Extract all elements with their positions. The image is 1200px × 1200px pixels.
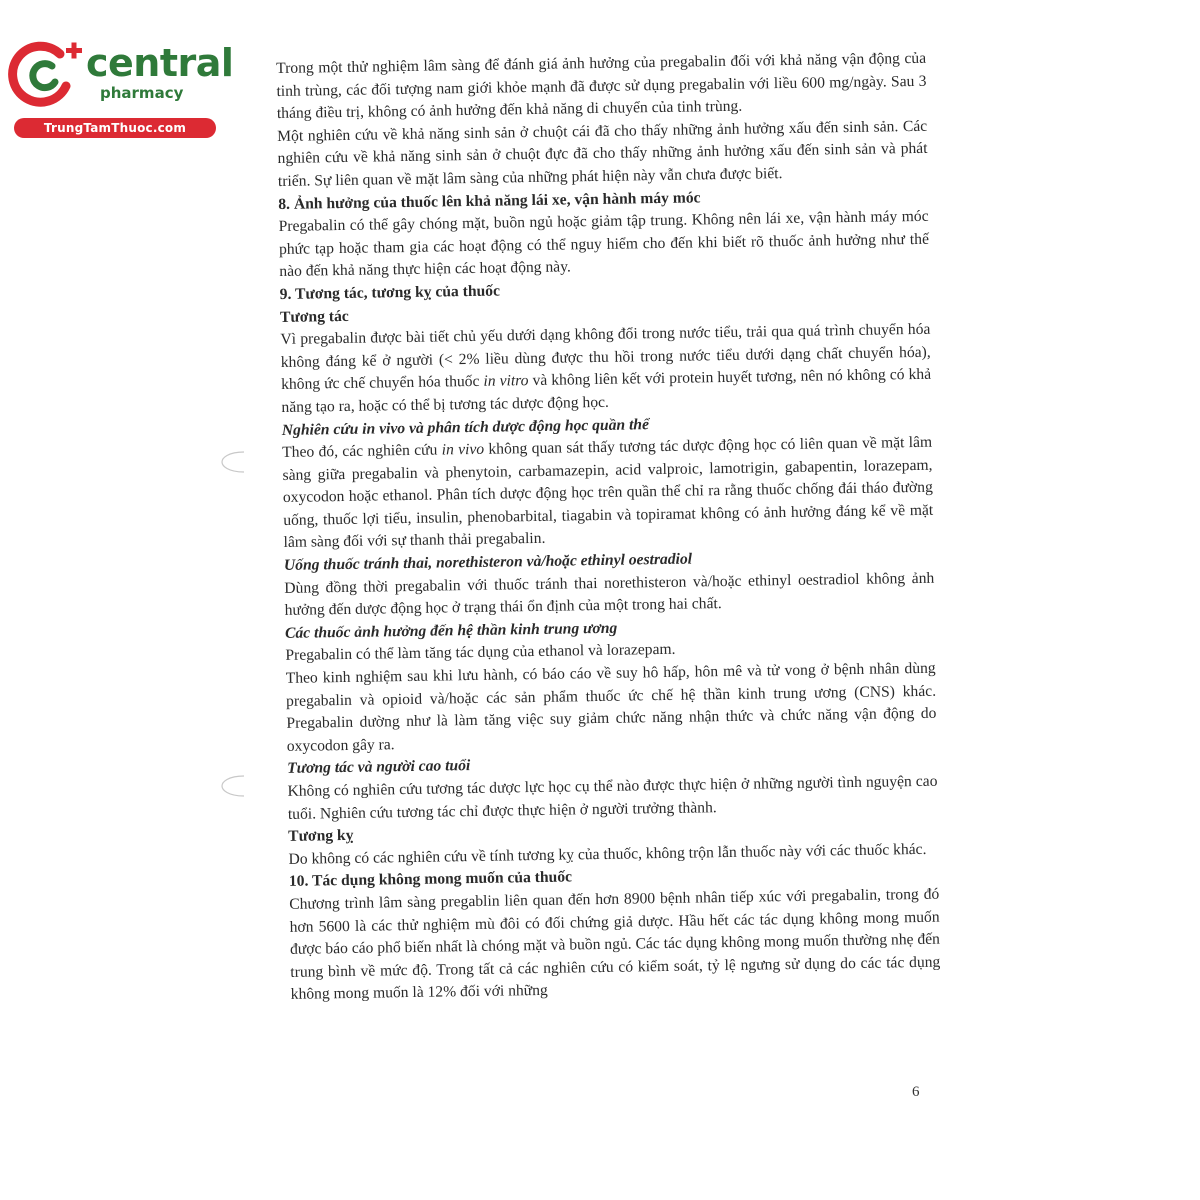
pharmacy-cross-logo-icon — [8, 40, 88, 110]
paragraph-sperm-motility: Trong một thử nghiệm lâm sàng để đánh giá ảnh hưởng của pregabalin đối với khả năng vận động của tinh trùng, các đối tượng nam giới khỏe mạnh đã được sử dụng pregabalin với liều 600 mg/ngày. Sau 3 tháng điều trị, không có ảnh hưởng đến khả năng di chuyển của tinh trùng. — [276, 49, 927, 123]
paragraph-post-marketing: Theo kinh nghiệm sau khi lưu hành, có báo cáo về suy hô hấp, hôn mê và tử vong ở bệnh nhân dùng pregabalin và opioid và/hoặc các sản phẩm thuốc ức chế hệ thần kinh trung ương (CNS) khác. Pregabalin dường như là làm tăng việc suy giảm chức năng nhận thức và chức năng vận động do oxycodon gây ra. — [285, 659, 937, 755]
section-heading-9: 9. Tương tác, tương kỵ của thuốc — [279, 282, 501, 303]
section-heading-10: 10. Tác dụng không mong muốn của thuốc — [288, 868, 573, 891]
subheading-in-vivo: Nghiên cứu in vivo và phân tích dược động học quần thể — [281, 415, 650, 439]
paragraph-in-vivo: Theo đó, các nghiên cứu in vivo không quan sát thấy tương tác dược động học có liên quan về mặt lâm sàng giữa pregabalin và phenytoin, carbamazepin, acid valproic, lamotrigin, gabapentin, lorazepam, oxycodon hoặc ethanol. Phân tích dược động học trên quần thể chỉ ra rằng thuốc chống đái tháo đường uống, thuốc lợi tiểu, insulin, phenobarbital, tiagabin và topiramat không có ảnh hưởng đáng kể về mặt lâm sàng đối với sự thanh thải pregabalin. — [282, 433, 934, 552]
punch-hole-mark-icon — [218, 450, 246, 474]
punch-hole-mark-icon — [218, 774, 246, 798]
paragraph-adverse-effects: Chương trình lâm sàng pregablin liên quan đến hơn 8900 bệnh nhân tiếp xúc với pregabalin, trong đó hơn 5600 là các thử nghiệm mù đôi có đối chứng giả dược. Hầu hết các tác dụng không mong muốn được báo cáo phổ biến nhất là chóng mặt và buồn ngủ. Các tác dụng không mong muốn thường nhẹ đến trung bình về mức độ. Trong tất cả các nghiên cứu có kiểm soát, tỷ lệ ngưng sử dụng do các tác dụng không mong muốn là 12% đối với những — [289, 885, 941, 1004]
logo-subtitle: pharmacy — [100, 84, 184, 102]
subheading-cns-drugs: Các thuốc ảnh hưởng đến hệ thần kinh trung ương — [284, 619, 618, 642]
subheading-interactions: Tương tác — [279, 307, 349, 326]
subheading-elderly: Tương tác và người cao tuổi — [287, 757, 471, 778]
central-pharmacy-logo — [8, 38, 234, 138]
document-page — [276, 48, 941, 1007]
logo-brand-text: central — [86, 41, 234, 85]
subheading-oral-contraceptives: Uống thuốc tránh thai, norethisteron và/hoặc ethinyl oestradiol — [283, 550, 693, 574]
paragraph-excretion: Vì pregabalin được bài tiết chủ yếu dưới dạng không đổi trong nước tiểu, trải qua quá trình chuyển hóa không đáng kể ở người (< 2% liều dùng được thu hồi trong nước tiểu dưới dạng chất chuyển hóa), không ức chế chuyển hóa thuốc in vitro và không liên kết với protein huyết tương, nên nó không có khả năng tạo ra, hoặc có thể bị tương tác dược động học. — [280, 320, 932, 416]
paragraph-fertility: Một nghiên cứu về khả năng sinh sản ở chuột cái đã cho thấy những ảnh hưởng xấu đến sinh sản. Các nghiên cứu về khả năng sinh sản ở chuột đực đã cho thấy những ảnh hưởng xấu đến sinh sản và phát triển. Sự liên quan về mặt lâm sàng của những phát hiện này vẫn chưa được biết. — [277, 117, 928, 190]
paragraph-contraceptives: Dùng đồng thời pregabalin với thuốc tránh thai norethisteron và/hoặc ethinyl oestradiol không ảnh hưởng đến dược động học ở trạng thái ổn định của một trong hai chất. — [284, 569, 935, 620]
paragraph-ethanol: Pregabalin có thể làm tăng tác dụng của ethanol và lorazepam. — [285, 641, 676, 665]
section-heading-8: 8. Ảnh hưởng của thuốc lên khả năng lái xe, vận hành máy móc — [278, 188, 701, 213]
paragraph-incompatibilities: Do không có các nghiên cứu về tính tương kỵ của thuốc, không trộn lẫn thuốc này với các thuốc khác. — [288, 840, 927, 868]
page-number: 6 — [912, 1084, 920, 1100]
logo-website-badge: TrungTamThuoc.com — [14, 118, 216, 138]
paragraph-elderly: Không có nghiên cứu tương tác dược lực học cụ thể nào được thực hiện ở những người tình nguyện cao tuổi. Nghiên cứu tương tác chỉ được thực hiện ở người trưởng thành. — [287, 772, 938, 823]
paragraph-driving: Pregabalin có thể gây chóng mặt, buồn ngủ hoặc giảm tập trung. Không nên lái xe, vận hành máy móc phức tạp hoặc tham gia các hoạt động có thể nguy hiểm cho đến khi biết rõ thuốc ảnh hưởng như thế nào đến khả năng thực hiện các hoạt động này. — [278, 207, 930, 281]
subheading-incompatibilities: Tương kỵ — [288, 827, 354, 846]
